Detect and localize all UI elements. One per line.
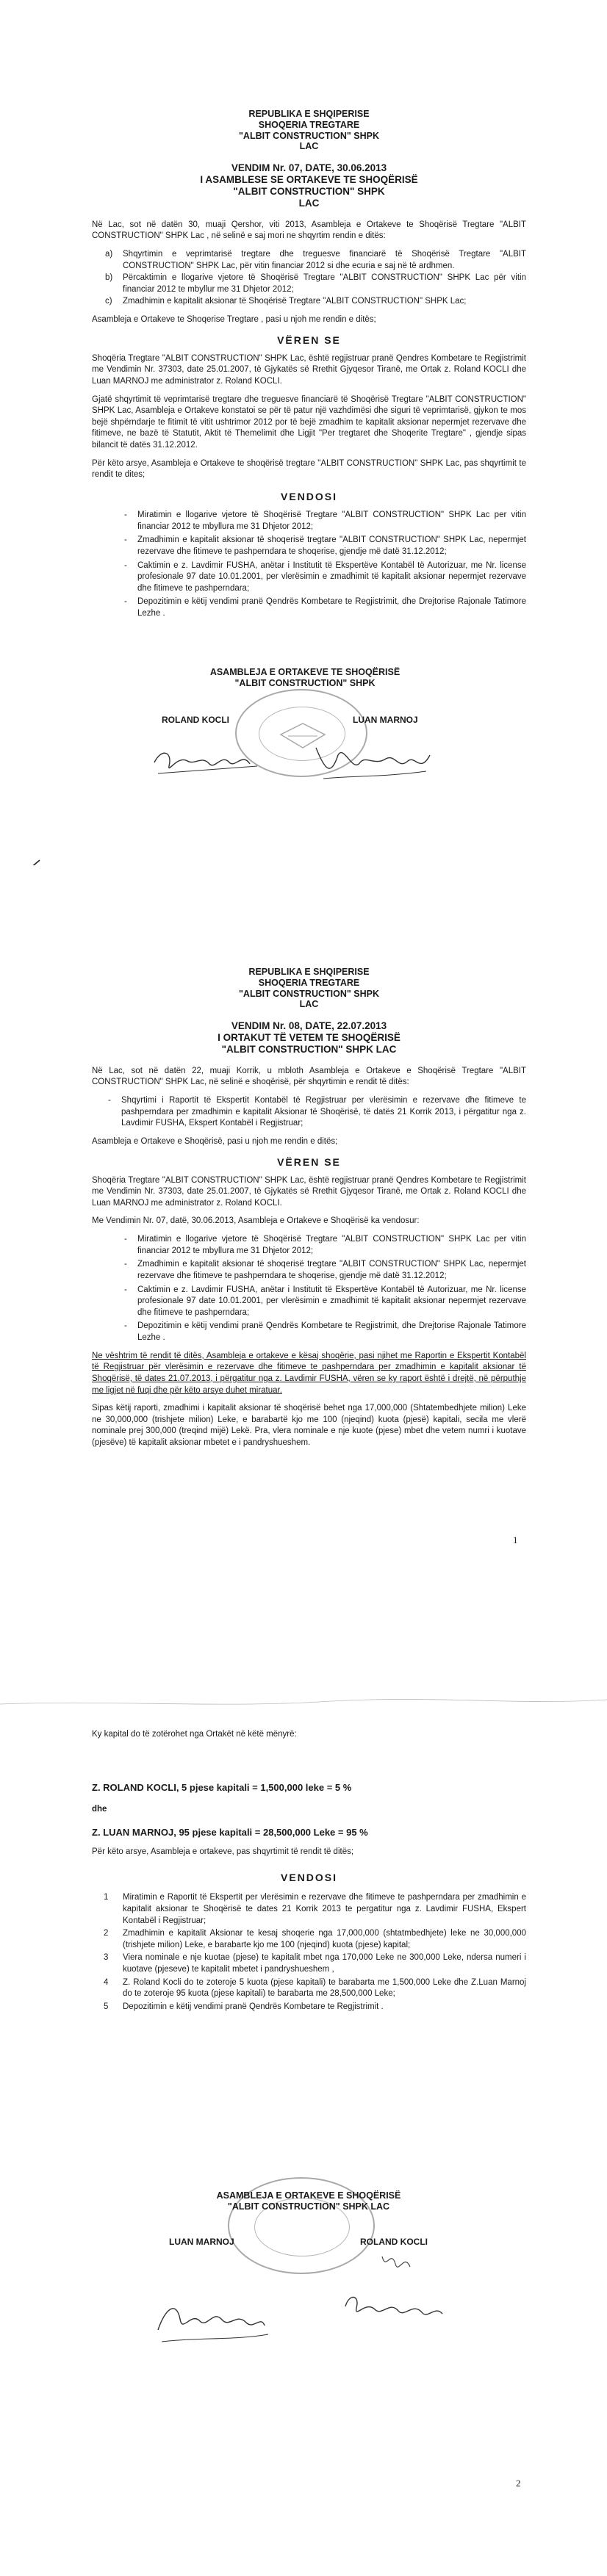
decision-company: "ALBIT CONSTRUCTION" SHPK [233, 185, 385, 197]
intro-paragraph: Në Lac, sot në datën 22, muaji Korrik, u mbloth Asambleja e Ortakeve e Shoqërisë Tregtare "ALBIT CONSTRUCTION" SHPK Lac, në selinë e shoqërisë, për shqyrtimin e rendit të ditës: [92, 1066, 526, 1087]
list-item: a) Shqyrtimin e veprimtarisë tregtare dhe treguesve financiarë të Shoqërisë Tregtare "ALBIT CONSTRUCTION" SHPK Lac, për vitin financiar 2012 si dhe ecuria e saj në të ardhmen. [105, 249, 526, 270]
page-3-content [92, 1729, 526, 2020]
signature-title: ASAMBLEJA E ORTAKEVE TE SHOQËRISË "ALBIT CONSTRUCTION" SHPK [209, 667, 401, 688]
document-page-2 [0, 865, 607, 1694]
approval-line: Asambleja e Ortakeve e Shoqërisë, pasi u njoh me rendin e ditës; [92, 1136, 338, 1146]
list-item: 3 Viera nominale e nje kuotae (pjese) te kapitalit mbet nga 170,000 Leke ne 300,000 Leke, ndersa numeri i kuotave (pjeseve) te kapitalit mbetet i pandryshueshem , [104, 1953, 526, 1974]
conjunction: dhe [92, 1805, 107, 1814]
list-item: - Shqyrtimi i Raportit të Ekspertit Kontabël të Regjistruar per vlerësimin e rezervave dhe fitimeve te pashperndara per zmadhimin e kapitalit Aksionar të Shoqërisë, të datës 21 Korrik 2013, i përgatitur nga z. Lavdimir FUSHA, Ekspert Kontabël i Regjistruar; [108, 1096, 526, 1128]
underlined-paragraph: Ne vështrim të rendit të ditës, Asambleja e ortakeve e kësaj shoqërie, pasi njihet me Raportin e Ekspertit Kontabël të Regjistruar për vlerësimin e rezervave dhe fitimeve te pashperndara per zmadhimin e kapitalit aksionar të Shoqërisë, të dates 21.07.2013, i përgatitur nga z. Lavdimir FUSHA, vëren se ky raport është i drejtë, në përputhje me ligjet në fuqi dhe për këto arsye duhet miratuar. [92, 1351, 526, 1395]
decided-list [124, 1234, 526, 1344]
list-item: 5 Depozitimin e këtij vendimi pranë Qendrës Kombetare te Regjistrimit . [104, 2002, 384, 2011]
list-item: 1 Miratimin e Raportit të Ekspertit per vlerësimin e rezervave dhe fitimeve te pashperndara per zmadhimin e kapitalit aksionar te Shoqërisë te dates 21 Korrik 2013 te pergatitur nga z. Lavdimir FUSHA, Ekspert Kontabël i Regjistruar; [104, 1893, 526, 1925]
vendosi-heading: VENDOSI [280, 1872, 337, 1884]
list-item: - Depozitimin e këtij vendimi pranë Qendrës Kombetare te Regjistrimit, dhe Drejtorise Rajonale Tatimore Lezhe . [124, 597, 526, 618]
reason-line: Për këto arsye, Asambleja e ortakeve, pas shqyrtimit të rendit të ditës; [92, 1847, 354, 1856]
header-line: SHOQERIA TREGTARE [258, 119, 360, 130]
list-item: - Caktimin e z. Lavdimir FUSHA, anëtar i Institutit të Ekspertëve Kontabël të Autorizuar, me Nr. license profesionale 97 date 10.01.2001, per vlerësimin e zmadhimit të kapitalit aksionar nepermjet rezervave dhe fitimeve te pashperndara; [124, 1285, 526, 1317]
page-1-content [92, 109, 526, 627]
header-line: SHOQERIA TREGTARE [258, 977, 360, 988]
list-item: 2 Zmadhimin e kapitalit Aksionar te kesaj shoqerie nga 17,000,000 (shtatmbedhjete) leke ne 30,000,000 (trishjete milion) Leke, e barabarte kjo me 100 (njeqind) kuota (pjese) kapital; [104, 1929, 526, 1949]
signatory-name: ROLAND KOCLI [162, 715, 229, 725]
list-item: - Miratimin e llogarive vjetore të Shoqërisë Tregtare "ALBIT CONSTRUCTION" SHPK Lac per vitin financiar 2012 te mbyllura me 31 Dhjetor 2012; [124, 1235, 526, 1255]
decision-title: VENDIM Nr. 07, DATE, 30.06.2013 [231, 162, 387, 173]
header-line: LAC [299, 141, 319, 152]
veren-paragraph: Me Vendimin Nr. 07, datë, 30.06.2013, Asambleja e Ortakeve e Shoqërisë ka vendosur: [92, 1216, 420, 1226]
page-gap [0, 837, 607, 865]
list-item: - Depozitimin e këtij vendimi pranë Qendrës Kombetare te Regjistrimit, dhe Drejtorise Rajonale Tatimore Lezhe . [124, 1321, 526, 1343]
list-item: - Miratimin e llogarive vjetore të Shoqërisë Tregtare "ALBIT CONSTRUCTION" SHPK Lac per vitin financiar 2012 te mbyllura me 31 Dhjetor 2012; [124, 510, 526, 531]
share-line: Z. LUAN MARNOJ, 95 pjese kapitali = 28,500,000 Leke = 95 % [92, 1826, 368, 1838]
header-line: LAC [299, 999, 319, 1010]
signature-block [140, 2190, 478, 2359]
list-item: - Zmadhimin e kapitalit aksionar të shoqerisë tregtare "ALBIT CONSTRUCTION" SHPK Lac, nepermjet rezervave dhe fitimeve te pashperndara te shoqerise, gjendje më datë 31.12.2012; [124, 535, 526, 556]
handwritten-signatures [132, 733, 478, 792]
header-line: REPUBLIKA E SHQIPERISE [248, 109, 370, 119]
vendosi-heading: VENDOSI [280, 490, 337, 502]
decision-header [92, 1020, 526, 1056]
page-2-content [92, 967, 526, 1456]
page-number: 1 [513, 1534, 518, 1545]
header-line: "ALBIT CONSTRUCTION" SHPK [238, 988, 379, 999]
decision-header [92, 162, 526, 209]
decision-place: LAC [298, 197, 320, 209]
header-line: "ALBIT CONSTRUCTION" SHPK [238, 130, 379, 141]
veren-paragraph: Shoqëria Tregtare "ALBIT CONSTRUCTION" SHPK Lac, është regjistruar pranë Qendres Kombetare te Regjistrimit me Vendimin Nr. 37303, date 25.01.2007, të Gjykatës së Rrethit Gjyqesor Tiranë, me Ortak z. Roland KOCLI dhe Luan MARNOJ me administrator z. Roland KOCLI. [92, 353, 526, 386]
list-item: 4 Z. Roland Kocli do te zoteroje 5 kuota (pjese kapitali) te barabarta me 1,500,000 Leke dhe Z.Luan Marnoj do te zoteroje 95 kuota (pjese kapitali) te barabarta me 28,500,000 Leke; [104, 1977, 526, 1999]
signature-title: ASAMBLEJA E ORTAKEVE E SHOQËRISË "ALBIT CONSTRUCTION" SHPK LAC [216, 2190, 401, 2212]
list-item: - Zmadhimin e kapitalit aksionar të shoqerisë tregtare "ALBIT CONSTRUCTION" SHPK Lac, nepermjet rezervave dhe fitimeve te pashperndara te shoqerise, gjendje më datë 31.12.2012; [124, 1260, 526, 1280]
list-item: c) Zmadhimin e kapitalit aksionar të Shoqërisë Tregtare "ALBIT CONSTRUCTION" SHPK Lac; [105, 297, 467, 306]
document-page-1 [0, 0, 607, 837]
document-page-3 [0, 1713, 607, 2576]
veren-paragraph: Shoqëria Tregtare "ALBIT CONSTRUCTION" SHPK Lac, është regjistruar pranë Qendres Kombetare te Regjistrimit me Vendimin Nr. 37303, date 25.01.2007, të Gjykatës së Rrethit Gjyqesor Tiranë, me Ortak z. Roland KOCLI dhe Luan MARNOJ me administrator z. Roland KOCLI. [92, 1175, 526, 1208]
vendosi-list [104, 1892, 526, 2013]
agenda-list [105, 249, 526, 308]
agenda-list [108, 1095, 526, 1130]
republic-header [92, 967, 526, 1010]
share-line: Z. ROLAND KOCLI, 5 pjese kapitali = 1,500,000 leke = 5 % [92, 1781, 352, 1793]
vendosi-list [124, 510, 526, 620]
veren-heading: VËREN SE [277, 333, 341, 346]
signatory-name: ROLAND KOCLI [360, 2237, 428, 2247]
capital-paragraph: Sipas këtij raporti, zmadhimi i kapitalit aksionar të shoqërisë behet nga 17,000,000 (Shtatembedhjete milion) Leke ne 30,000,000 (trishjete milion) Leke, e barabartë kjo me 100 (njeqind) kuota (pjesë) kapitali, secila me vlerë nominale prej 300,000 (treqind mijë) Lekë. Pra, vlera nominale e nje kuote (pjese) mbet dhe vetem numri i kuotave (pjesëve) të kapitalit aksionar mbetet e i pandryshueshem. [92, 1404, 526, 1448]
approval-line: Asambleja e Ortakeve te Shoqerise Tregtare , pasi u njoh me rendin e ditës; [92, 315, 376, 325]
decision-title: VENDIM Nr. 08, DATE, 22.07.2013 [231, 1020, 387, 1031]
signatory-name: LUAN MARNOJ [169, 2237, 234, 2247]
list-item: b) Përcaktimin e llogarive vjetore të Shoqërisë Tregtare "ALBIT CONSTRUCTION" SHPK Lac për vitin financiar 2012 te mbyllur me 31 Dhjetor 2012; [105, 273, 526, 294]
veren-heading: VËREN SE [277, 1155, 341, 1168]
signature-block [132, 667, 478, 807]
decision-company: "ALBIT CONSTRUCTION" SHPK LAC [221, 1043, 397, 1055]
page-number: 2 [516, 2478, 521, 2489]
decision-subtitle: I ORTAKUT TË VETEM TE SHOQËRISË [218, 1031, 401, 1043]
decision-subtitle: I ASAMBLESE SE ORTAKEVE TE SHOQËRISË [200, 173, 418, 185]
intro-paragraph: Ky kapital do të zotërohet nga Ortakët në këtë mënyrë: [92, 1730, 297, 1739]
signatory-name: LUAN MARNOJ [353, 715, 418, 725]
veren-paragraph: Për këto arsye, Asambleja e Ortakeve te shoqërisë tregtare "ALBIT CONSTRUCTION" SHPK Lac, pas shqyrtimit te rendit te dites; [92, 458, 526, 480]
veren-paragraph: Gjatë shqyrtimit të veprimtarisë tregtare dhe treguesve financiarë të Shoqërisë Tregtare "ALBIT CONSTRUCTION" SHPK Lac, Asambleja e Ortakeve konstatoi se për të patur një vazhdimësi dhe siguri të veprimtarisë, gjykon te mos bejë shpërndarje te fitimit të vitit ushtrimor 2012 por të bejë zmadhim te kapitalit aksionar nepermjet rezervave dhe fitimeve, ne bazë të Statutit, Aktit të Themelimit dhe Ligjit "Per tregtaret dhe Shoqerite Tregtare" , gjendje sipas bilancit të datës 31.12.2012. [92, 394, 526, 450]
handwritten-signatures [140, 2249, 478, 2359]
header-line: REPUBLIKA E SHQIPERISE [248, 967, 370, 977]
scan-artifact [0, 1686, 607, 1716]
intro-paragraph: Në Lac, sot në datën 30, muaji Qershor, viti 2013, Asambleja e Ortakeve te Shoqërisë Tregtare "ALBIT CONSTRUCTION" SHPK Lac , në selinë e saj mori ne shqyrtim rendin e ditës: [92, 220, 526, 241]
list-item: - Caktimin e z. Lavdimir FUSHA, anëtar i Institutit të Ekspertëve Kontabël të Autorizuar, me Nr. license profesionale 97 date 10.01.2001, per vlerësimin e zmadhimit të kapitalit aksionar nepermjet rezervave dhe fitimeve te pashperndara; [124, 560, 526, 593]
republic-header [92, 109, 526, 152]
